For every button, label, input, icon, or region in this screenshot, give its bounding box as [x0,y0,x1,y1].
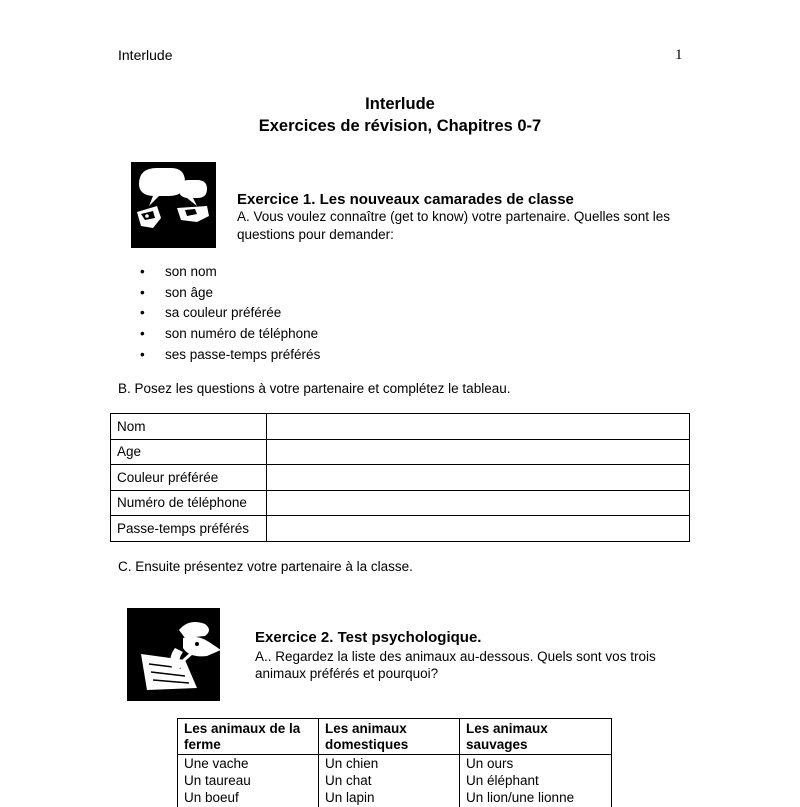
table-cell: Un boeuf [178,790,319,807]
table-cell: Un chat [319,773,460,790]
table-cell: Un ours [460,755,612,774]
exercise1-title: Exercice 1. Les nouveaux camarades de classe [237,191,574,208]
table-row [111,439,690,465]
exercise2-title: Exercice 2. Test psychologique. [255,629,482,646]
table-row [178,755,612,774]
table-cell: Une vache [178,755,319,774]
exercise1-instruction-b: B. Posez les questions à votre partenaire et complétez le tableau. [118,381,511,396]
table-row [178,790,612,807]
table-cell: Un éléphant [460,773,612,790]
row-label: Age [111,439,267,465]
list-item: • sa couleur préférée [140,305,282,321]
animals-table [177,718,612,807]
table-cell: Un lion/une lionne [460,790,612,807]
list-item: • ses passe-temps préférés [140,347,321,363]
answer-cell[interactable] [267,490,690,516]
running-header: Interlude [118,47,173,63]
speech-bubbles-icon [131,162,216,248]
row-label: Passe-temps préférés [111,516,267,542]
table-row [178,773,612,790]
row-label: Couleur préférée [111,465,267,491]
table-row [111,516,690,542]
table-header-row [178,719,612,755]
list-item: • son âge [140,284,214,300]
column-header: Les animaux sauvages [460,719,612,755]
partner-profile-table [110,413,690,542]
exercise2-instruction-a-line2: animaux préférés et pourquoi? [255,666,439,681]
page-number: 1 [675,47,683,63]
answer-cell[interactable] [267,516,690,542]
column-header: Les animaux de la ferme [178,719,319,755]
list-item: • son nom [140,263,217,279]
page-title: Interlude [365,95,435,113]
table-cell: Un taureau [178,773,319,790]
table-cell: Un chien [319,755,460,774]
table-row [111,465,690,491]
exercise2-instruction-a-line1: A.. Regardez la liste des animaux au-dessous. Quels sont vos trois [255,649,656,664]
list-item: • son numéro de téléphone [140,326,319,342]
column-header: Les animaux domestiques [319,719,460,755]
row-label: Nom [111,414,267,440]
answer-cell[interactable] [267,465,690,491]
answer-cell[interactable] [267,439,690,465]
bullet-list [140,261,320,365]
writing-character-icon [127,608,220,701]
table-row [111,414,690,440]
exercise1-instruction-a-line2: questions pour demander: [237,227,394,242]
exercise1-instruction-a-line1: A. Vous voulez connaître (get to know) votre partenaire. Quelles sont les [237,209,670,224]
row-label: Numéro de téléphone [111,490,267,516]
table-row [111,490,690,516]
exercise1-instruction-c: C. Ensuite présentez votre partenaire à la classe. [118,559,413,574]
answer-cell[interactable] [267,414,690,440]
table-cell: Un lapin [319,790,460,807]
page-subtitle: Exercices de révision, Chapitres 0-7 [258,117,542,135]
